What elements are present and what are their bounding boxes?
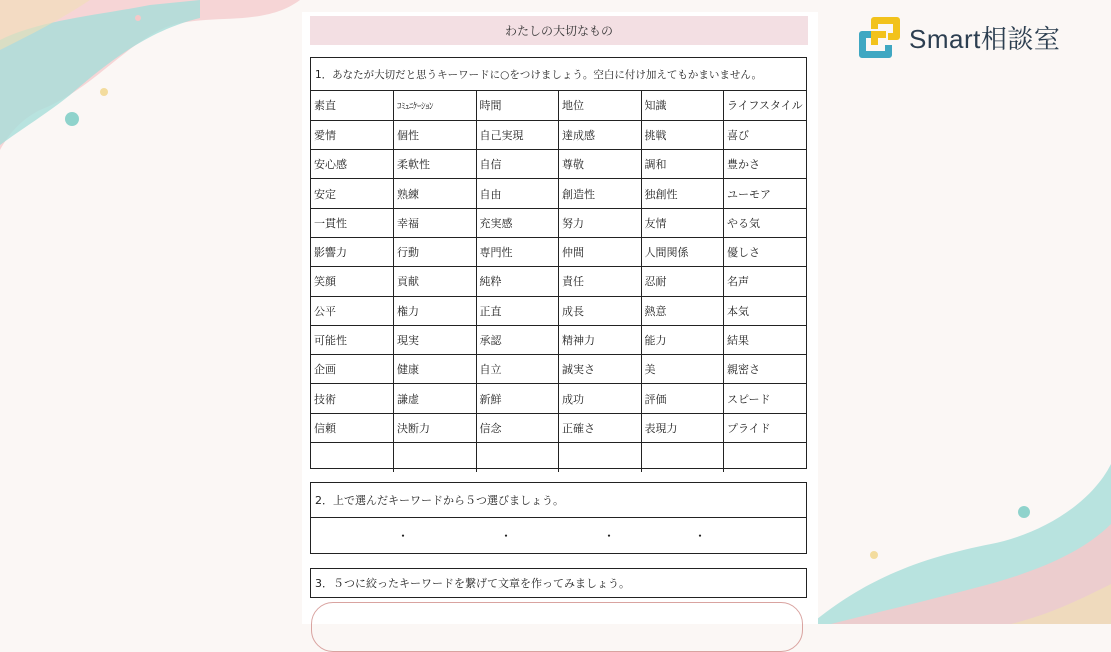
keyword-cell[interactable]: スピード [724, 384, 807, 413]
keyword-row [311, 91, 806, 120]
keyword-cell[interactable]: 企画 [311, 355, 394, 384]
keyword-cell[interactable]: 挑戦 [641, 120, 724, 149]
keyword-cell[interactable]: 知識 [641, 91, 724, 120]
keyword-row [311, 267, 806, 296]
separator-dot: ・ [603, 529, 616, 543]
keyword-cell[interactable]: 独創性 [641, 179, 724, 208]
keyword-cell[interactable]: 新鮮 [476, 384, 559, 413]
keyword-cell[interactable]: 誠実さ [559, 355, 642, 384]
keyword-cell[interactable]: 喜び [724, 120, 807, 149]
keyword-cell[interactable]: 精神力 [559, 325, 642, 354]
keyword-cell[interactable]: 行動 [394, 237, 477, 266]
blank-keyword-cell[interactable] [476, 443, 559, 472]
keyword-cell[interactable]: 熱意 [641, 296, 724, 325]
keyword-cell[interactable]: 地位 [559, 91, 642, 120]
keyword-cell[interactable]: 安心感 [311, 150, 394, 179]
keyword-row [311, 384, 806, 413]
keyword-cell[interactable]: 成功 [559, 384, 642, 413]
separator-dot: ・ [397, 529, 410, 543]
keyword-row [311, 443, 806, 472]
keyword-cell[interactable]: 親密さ [724, 355, 807, 384]
brand-name: Smart相談室 [909, 23, 1061, 54]
keyword-cell[interactable]: 名声 [724, 267, 807, 296]
keyword-cell[interactable]: 美 [641, 355, 724, 384]
keyword-cell[interactable]: 自立 [476, 355, 559, 384]
keyword-cell[interactable]: 尊敬 [559, 150, 642, 179]
keyword-row [311, 150, 806, 179]
keyword-cell[interactable]: 決断力 [394, 413, 477, 442]
keyword-cell[interactable]: やる気 [724, 208, 807, 237]
keyword-cell[interactable]: ｺﾐｭﾆｹｰｼｮﾝ [394, 91, 477, 120]
keyword-cell[interactable]: 謙虚 [394, 384, 477, 413]
selected-keywords-row[interactable] [311, 518, 806, 553]
keyword-cell[interactable]: 熟練 [394, 179, 477, 208]
blank-keyword-cell[interactable] [559, 443, 642, 472]
separator-dot: ・ [500, 529, 513, 543]
keyword-cell[interactable]: 幸福 [394, 208, 477, 237]
separator-dot: ・ [694, 529, 707, 543]
keyword-cell[interactable]: 可能性 [311, 325, 394, 354]
worksheet-page [302, 12, 818, 624]
keyword-cell[interactable]: 信頼 [311, 413, 394, 442]
keyword-cell[interactable]: 調和 [641, 150, 724, 179]
keyword-row [311, 120, 806, 149]
keyword-cell[interactable]: 権力 [394, 296, 477, 325]
keyword-cell[interactable]: 忍耐 [641, 267, 724, 296]
keyword-cell[interactable]: 専門性 [476, 237, 559, 266]
blank-keyword-cell[interactable] [641, 443, 724, 472]
keyword-cell[interactable]: 承認 [476, 325, 559, 354]
keyword-row [311, 179, 806, 208]
keyword-cell[interactable]: 努力 [559, 208, 642, 237]
keyword-cell[interactable]: 達成感 [559, 120, 642, 149]
select-five-section [310, 482, 807, 554]
keyword-section [310, 57, 807, 469]
keyword-cell[interactable]: 現実 [394, 325, 477, 354]
keyword-cell[interactable]: 優しさ [724, 237, 807, 266]
keyword-row [311, 237, 806, 266]
keyword-cell[interactable]: 創造性 [559, 179, 642, 208]
keyword-cell[interactable]: 豊かさ [724, 150, 807, 179]
keyword-table [311, 91, 806, 472]
keyword-cell[interactable]: ライフスタイル [724, 91, 807, 120]
keyword-cell[interactable]: 自信 [476, 150, 559, 179]
blank-keyword-cell[interactable] [311, 443, 394, 472]
keyword-cell[interactable]: 正直 [476, 296, 559, 325]
keyword-cell[interactable]: 表現力 [641, 413, 724, 442]
keyword-cell[interactable]: 自己実現 [476, 120, 559, 149]
keyword-cell[interactable]: ユーモア [724, 179, 807, 208]
keyword-row [311, 325, 806, 354]
keyword-cell[interactable]: 人間関係 [641, 237, 724, 266]
keyword-cell[interactable]: 技術 [311, 384, 394, 413]
keyword-cell[interactable]: 時間 [476, 91, 559, 120]
keyword-cell[interactable]: プライド [724, 413, 807, 442]
keyword-row [311, 208, 806, 237]
keyword-cell[interactable]: 充実感 [476, 208, 559, 237]
keyword-cell[interactable]: 友情 [641, 208, 724, 237]
keyword-cell[interactable]: 影響力 [311, 237, 394, 266]
brand-logo [857, 15, 1060, 59]
keyword-cell[interactable]: 成長 [559, 296, 642, 325]
keyword-row [311, 355, 806, 384]
blank-keyword-cell[interactable] [724, 443, 807, 472]
keyword-cell[interactable]: 愛情 [311, 120, 394, 149]
keyword-cell[interactable]: 純粋 [476, 267, 559, 296]
keyword-cell[interactable]: 正確さ [559, 413, 642, 442]
sentence-section-heading: 3．５つに絞ったキーワードを繋げて文章を作ってみましょう。 [310, 568, 807, 598]
keyword-cell[interactable]: 仲間 [559, 237, 642, 266]
keyword-cell[interactable]: 責任 [559, 267, 642, 296]
keyword-cell[interactable]: 能力 [641, 325, 724, 354]
keyword-cell[interactable]: 評価 [641, 384, 724, 413]
keyword-cell[interactable]: 個性 [394, 120, 477, 149]
keyword-cell[interactable]: 結果 [724, 325, 807, 354]
keyword-cell[interactable]: 健康 [394, 355, 477, 384]
keyword-cell[interactable]: 安定 [311, 179, 394, 208]
keyword-row [311, 296, 806, 325]
keyword-cell[interactable]: 貢献 [394, 267, 477, 296]
blank-keyword-cell[interactable] [394, 443, 477, 472]
select-five-instruction: 2．上で選んだキーワードから５つ選びましょう。 [311, 483, 806, 518]
keyword-cell[interactable]: 素直 [311, 91, 394, 120]
background-decoration-left [0, 0, 300, 200]
keyword-cell[interactable]: 信念 [476, 413, 559, 442]
keyword-cell[interactable]: 柔軟性 [394, 150, 477, 179]
background-decoration-right [811, 464, 1111, 624]
keyword-cell[interactable]: 自由 [476, 179, 559, 208]
keyword-cell[interactable]: 笑顔 [311, 267, 394, 296]
keyword-cell[interactable]: 公平 [311, 296, 394, 325]
worksheet-title: わたしの大切なもの [310, 16, 808, 45]
keyword-cell[interactable]: 本気 [724, 296, 807, 325]
keyword-row [311, 413, 806, 442]
sentence-answer-box[interactable] [311, 602, 803, 652]
keyword-instruction: 1．あなたが大切だと思うキーワードに○をつけましょう。空白に付け加えてもかまいません。 [311, 58, 806, 91]
smart-logo-icon [857, 15, 901, 59]
keyword-cell[interactable]: 一貫性 [311, 208, 394, 237]
